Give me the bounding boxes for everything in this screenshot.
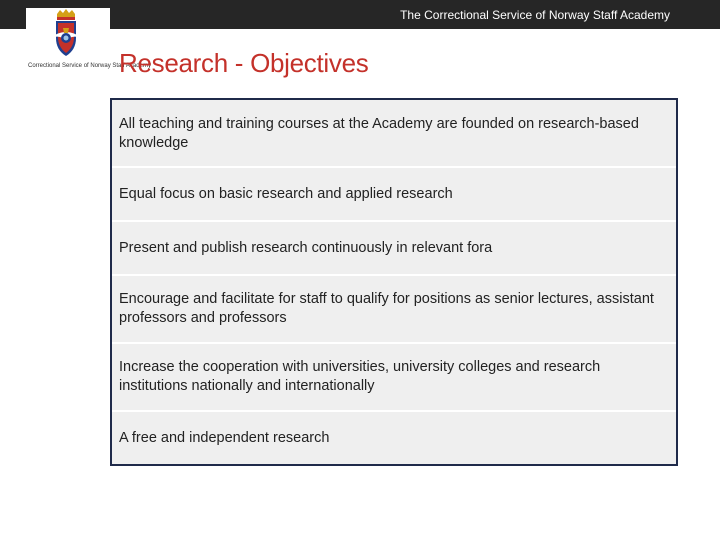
objective-row [112, 344, 676, 412]
logo [26, 8, 151, 80]
objectives-table [110, 98, 678, 466]
coat-of-arms-icon [26, 8, 110, 64]
objective-row [112, 168, 676, 222]
objective-text: Encourage and facilitate for staff to qualify for positions as senior lectures, assistant professors and professors [119, 291, 654, 326]
objective-row [112, 276, 676, 344]
objective-text: A free and independent research [119, 429, 330, 446]
logo-text: Correctional Service of Norway Staff Academy [28, 63, 151, 69]
objective-text: Equal focus on basic research and applied research [119, 185, 453, 202]
header-title: The Correctional Service of Norway Staff Academy [400, 8, 670, 22]
objective-row [112, 412, 676, 464]
objective-row [112, 100, 676, 168]
objective-text: Present and publish research continuously in relevant fora [119, 239, 493, 256]
objective-text: All teaching and training courses at the Academy are founded on research-based knowledge [119, 116, 639, 151]
objective-text: Increase the cooperation with universities, university colleges and research institutions nationally and internationally [119, 359, 601, 394]
page-title: Research - Objectives [119, 48, 369, 78]
objective-row [112, 222, 676, 276]
